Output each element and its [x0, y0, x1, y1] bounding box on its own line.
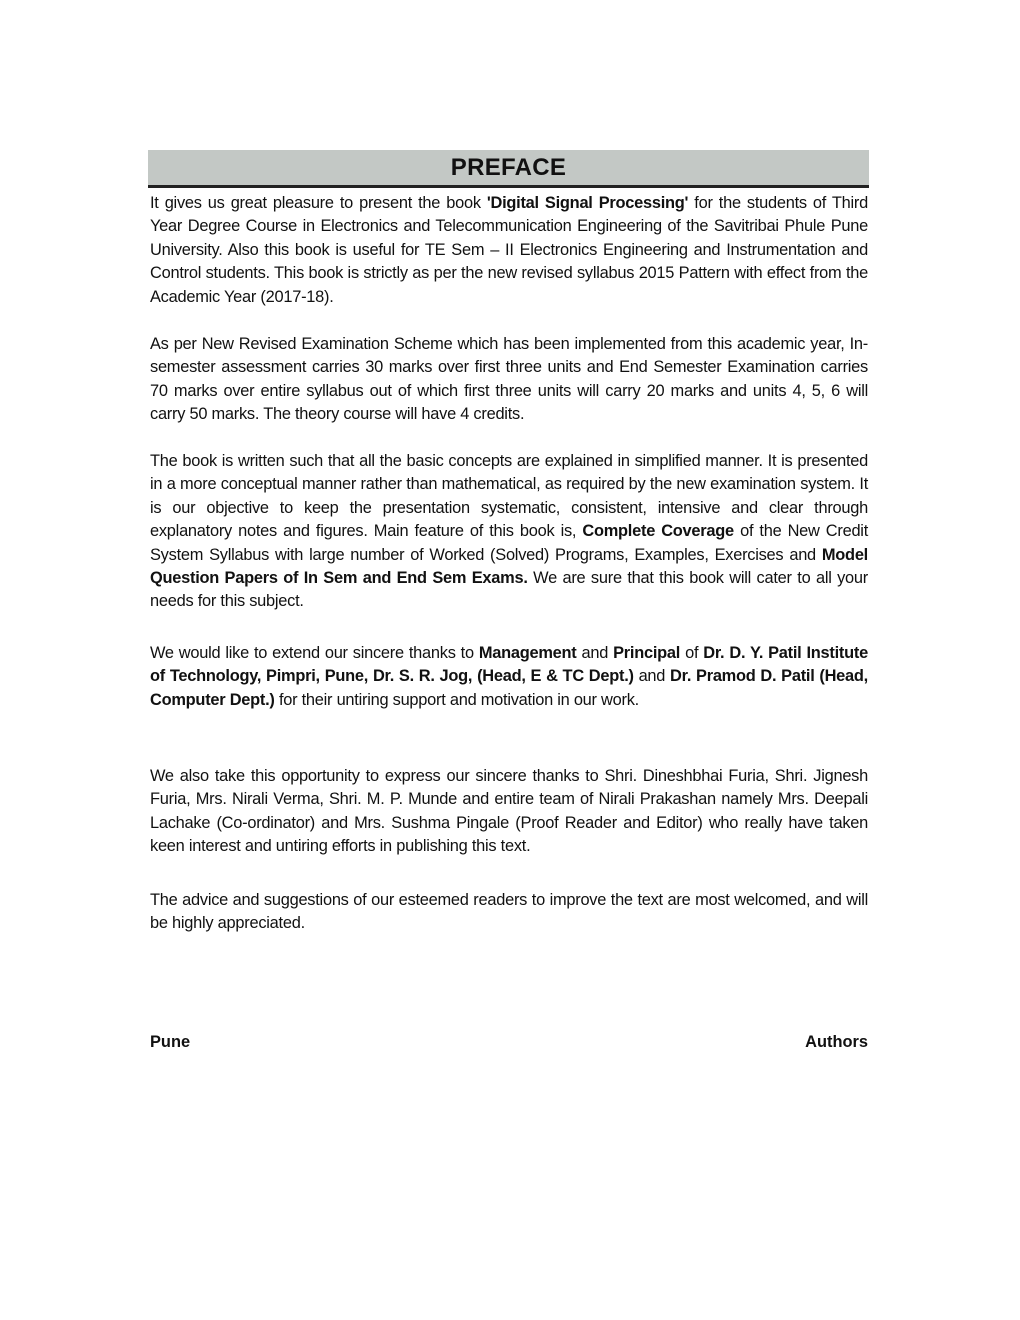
text-run: for the students of Third Year Degree Course in Electronics and Telecommunication Engineering of the Savitribai Phule Pune University. Also this book is useful for TE Sem – II Electronics Engineering and Instrumentation and Control students. This book is strictly as per the new revised syllabus 2015 Pattern with effect from the Academic Year (2017-18). — [150, 194, 868, 306]
bold-text: 'Digital Signal Processing' — [486, 194, 689, 212]
text-run: As per New Revised Examination Scheme which has been implemented from this academic year, In-semester assessment carries 30 marks over first three units and End Semester Examination carries 70 marks over entire syllabus out of which first three units will carry 20 marks and units 4, 5, 6 will carry 50 marks. The theory course will have 4 credits. — [150, 335, 868, 424]
paragraph-6 — [150, 889, 868, 936]
text-run: It gives us great pleasure to present the book — [150, 194, 487, 212]
paragraph-1 — [150, 192, 868, 309]
text-run: and — [633, 667, 671, 686]
paragraph-5 — [150, 765, 868, 859]
bold-text: Model Question Papers of In Sem and End Sem Exams. — [150, 545, 868, 588]
paragraph-2 — [150, 333, 868, 427]
text-run: We would like to extend our sincere thanks to — [150, 644, 479, 662]
page-title: PREFACE — [450, 154, 567, 181]
text-run: We also take this opportunity to express our sincere thanks to Shri. Dineshbhai Furia, Shri. Jignesh Furia, Mrs. Nirali Verma, Shri. M. P. Munde and entire team of Nirali Prakashan namely Mrs. Deepali Lachake (Co-ordinator) and Mrs. Sushma Pingale (Proof Reader and Editor) who really have taken keen interest and untiring efforts in publishing this text. — [150, 767, 868, 856]
bold-text: Complete Coverage — [582, 522, 734, 541]
text-run: The advice and suggestions of our esteemed readers to improve the text are most welcomed, and will be highly appreciated. — [150, 891, 868, 933]
bold-text: Dr. Pramod D. Patil (Head, Computer Dept.) — [150, 667, 868, 709]
text-run: and — [576, 644, 614, 662]
paragraph-3 — [150, 450, 868, 614]
bold-text: Dr. D. Y. Patil Institute of Technology, Pimpri, Pune, Dr. S. R. Jog, (Head, E & TC Dept.) — [150, 644, 868, 686]
preface-heading-bar — [148, 150, 869, 188]
signature-place: Pune — [150, 1033, 191, 1051]
bold-text: Management — [478, 644, 577, 662]
text-run: of the New Credit System Syllabus with large number of Worked (Solved) Programs, Examples, Exercises and — [150, 522, 868, 564]
text-run: We are sure that this book will cater to all your needs for this subject. — [150, 569, 868, 611]
signature-authors: Authors — [805, 1033, 868, 1051]
paragraph-4 — [150, 642, 868, 712]
text-run: of — [680, 644, 704, 662]
text-run: The book is written such that all the basic concepts are explained in simplified manner. It is presented in a more conceptual manner rather than mathematical, as required by the new examination system. It is our objective to keep the presentation systematic, consistent, intensive and clear through explanatory notes and figures. Main feature of this book is, — [150, 452, 868, 541]
bold-text: Principal — [613, 644, 681, 662]
text-run: for their untiring support and motivation in our work. — [274, 690, 639, 709]
